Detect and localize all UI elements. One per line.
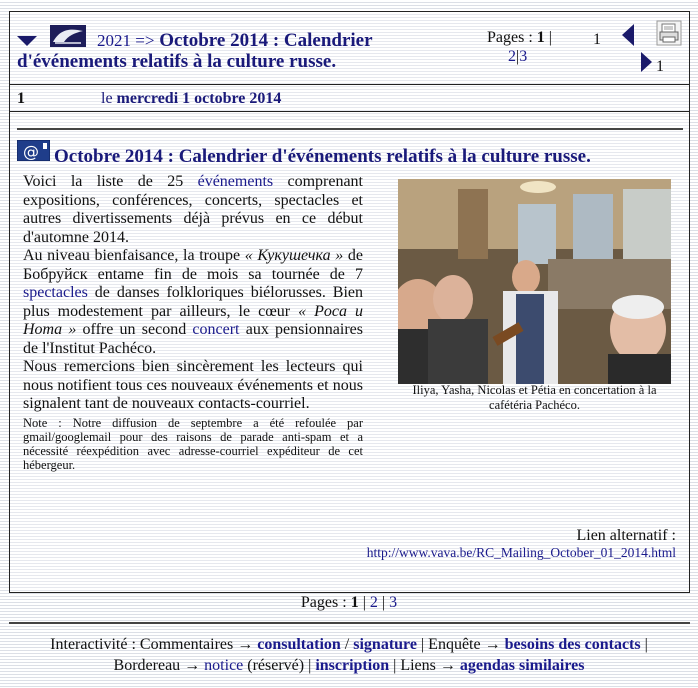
article-title: Octobre 2014 : Calendrier d'événements relatifs à la culture russe. xyxy=(54,146,591,167)
article-rule xyxy=(17,128,683,130)
reserve-label: (réservé) | xyxy=(247,657,312,674)
date-value: mercredi 1 octobre 2014 xyxy=(116,90,282,107)
cafeteria-photo[interactable] xyxy=(398,179,671,384)
signature-link[interactable] xyxy=(353,636,417,653)
page-number: 1 xyxy=(593,31,601,48)
pages-nav-top xyxy=(487,29,552,47)
p2-text-b: de Бобруйск entame fin de mois sa tournée de 7 xyxy=(23,247,363,283)
footer-row-2 xyxy=(0,655,698,676)
pages-sep: | xyxy=(381,594,386,611)
paragraph-2 xyxy=(23,247,363,358)
agendas-link[interactable] xyxy=(460,657,585,674)
inscription-link[interactable] xyxy=(315,657,389,674)
article-body xyxy=(23,173,363,472)
footer-links xyxy=(0,634,698,676)
inscription-text: inscription xyxy=(315,657,390,674)
paragraph-3: Nous remercions bien sincèrement les lecteurs qui nous notifient tous ces nouveaux événements et nous signalent tant de nouveaux contacts-courriel. xyxy=(23,358,363,412)
print-icon[interactable] xyxy=(656,20,682,46)
footer-rule xyxy=(9,622,690,624)
consultation-text: consultation xyxy=(257,636,341,653)
slash-sep: / xyxy=(344,636,350,653)
spectacles-link[interactable]: spectacles xyxy=(23,284,88,301)
alt-link-url[interactable]: http://www.vava.be/RC_Mailing_October_01_2014.html xyxy=(366,545,676,560)
pages-nav-top-row2 xyxy=(508,48,527,66)
pages-nav-bottom xyxy=(0,594,698,612)
pages-sep: | xyxy=(362,594,366,611)
date-prefix: le xyxy=(101,90,113,107)
date-divider xyxy=(9,111,690,112)
page-3-link[interactable]: 3 xyxy=(519,48,528,65)
notice-link[interactable]: notice xyxy=(204,657,244,674)
agendas-text: agendas similaires xyxy=(459,657,585,674)
previous-arrow-icon[interactable] xyxy=(622,24,634,46)
page-number-right: 1 xyxy=(656,58,664,75)
page-2-link[interactable]: 2 xyxy=(369,594,378,611)
troupe-name: « Кукушечка » xyxy=(244,247,344,264)
photo-caption: Iliya, Yasha, Nicolas et Pétia en concertation à la cafétéria Pachéco. xyxy=(412,383,657,412)
signature-text: signature xyxy=(353,636,417,653)
footer-row-1 xyxy=(0,634,698,655)
p2-text-a: Au niveau bienfaisance, la troupe xyxy=(23,247,245,264)
p2-text-d: offre un second xyxy=(76,321,193,338)
liens-label: | Liens → xyxy=(393,657,456,674)
p1-text-b: comprenant expositions, conférences, concerts, spectacles et autres divertissements déjà prévus en ce début d'automne 2014. xyxy=(23,173,364,246)
interactivite-label: Interactivité : Commentaires → xyxy=(50,636,254,653)
page-2-link[interactable]: 2 xyxy=(508,48,516,65)
pages-label: Pages : xyxy=(300,594,347,611)
p1-text-a: Voici la liste de 25 xyxy=(23,173,198,190)
consultation-link[interactable] xyxy=(257,636,341,653)
header-title-text: Octobre 2014 : Calendrier d'événements relatifs à la culture russe. xyxy=(17,30,373,72)
enquete-label: | Enquête → xyxy=(420,636,501,653)
concert-link[interactable]: concert xyxy=(192,321,240,338)
current-page: 1 xyxy=(350,594,359,611)
next-arrow-icon[interactable] xyxy=(641,52,652,72)
choir-name: « Poca и Homa » xyxy=(23,302,364,338)
paragraph-1 xyxy=(23,173,363,247)
entry-date xyxy=(101,90,281,108)
p2-text-e: aux pensionnaires de l'Institut Pachéco. xyxy=(23,321,364,357)
pipe-sep: | xyxy=(644,636,648,653)
evenements-link[interactable]: événements xyxy=(197,173,274,190)
pages-sep: | xyxy=(516,48,520,65)
pages-sep: | xyxy=(548,29,552,46)
current-page: 1 xyxy=(536,29,545,46)
besoins-text: besoins des contacts xyxy=(504,636,641,653)
note-text: Note : Notre diffusion de septembre a été refoulée par gmail/googlemail pour des raisons de parade anti-spam et a nécessité réexpédition avec adresse-courriel expéditeur de cet hébergeur. xyxy=(23,415,363,472)
header-divider xyxy=(9,84,690,85)
email-at-icon xyxy=(17,140,50,161)
entry-number: 1 xyxy=(17,90,25,107)
header-title xyxy=(17,30,457,72)
bordereau-label: Bordereau → xyxy=(113,657,201,674)
alt-link-label: Lien alternatif : xyxy=(576,527,676,544)
page-3-link[interactable]: 3 xyxy=(389,594,398,611)
pages-label: Pages : xyxy=(487,29,533,46)
besoins-link[interactable] xyxy=(505,636,641,653)
year-link[interactable]: 2021 => xyxy=(97,31,155,50)
p2-text-c: de danses folkloriques biélorusses. Bien plus modestement par ailleurs, le cœur xyxy=(23,284,363,320)
svg-text:@: @ xyxy=(23,142,39,161)
